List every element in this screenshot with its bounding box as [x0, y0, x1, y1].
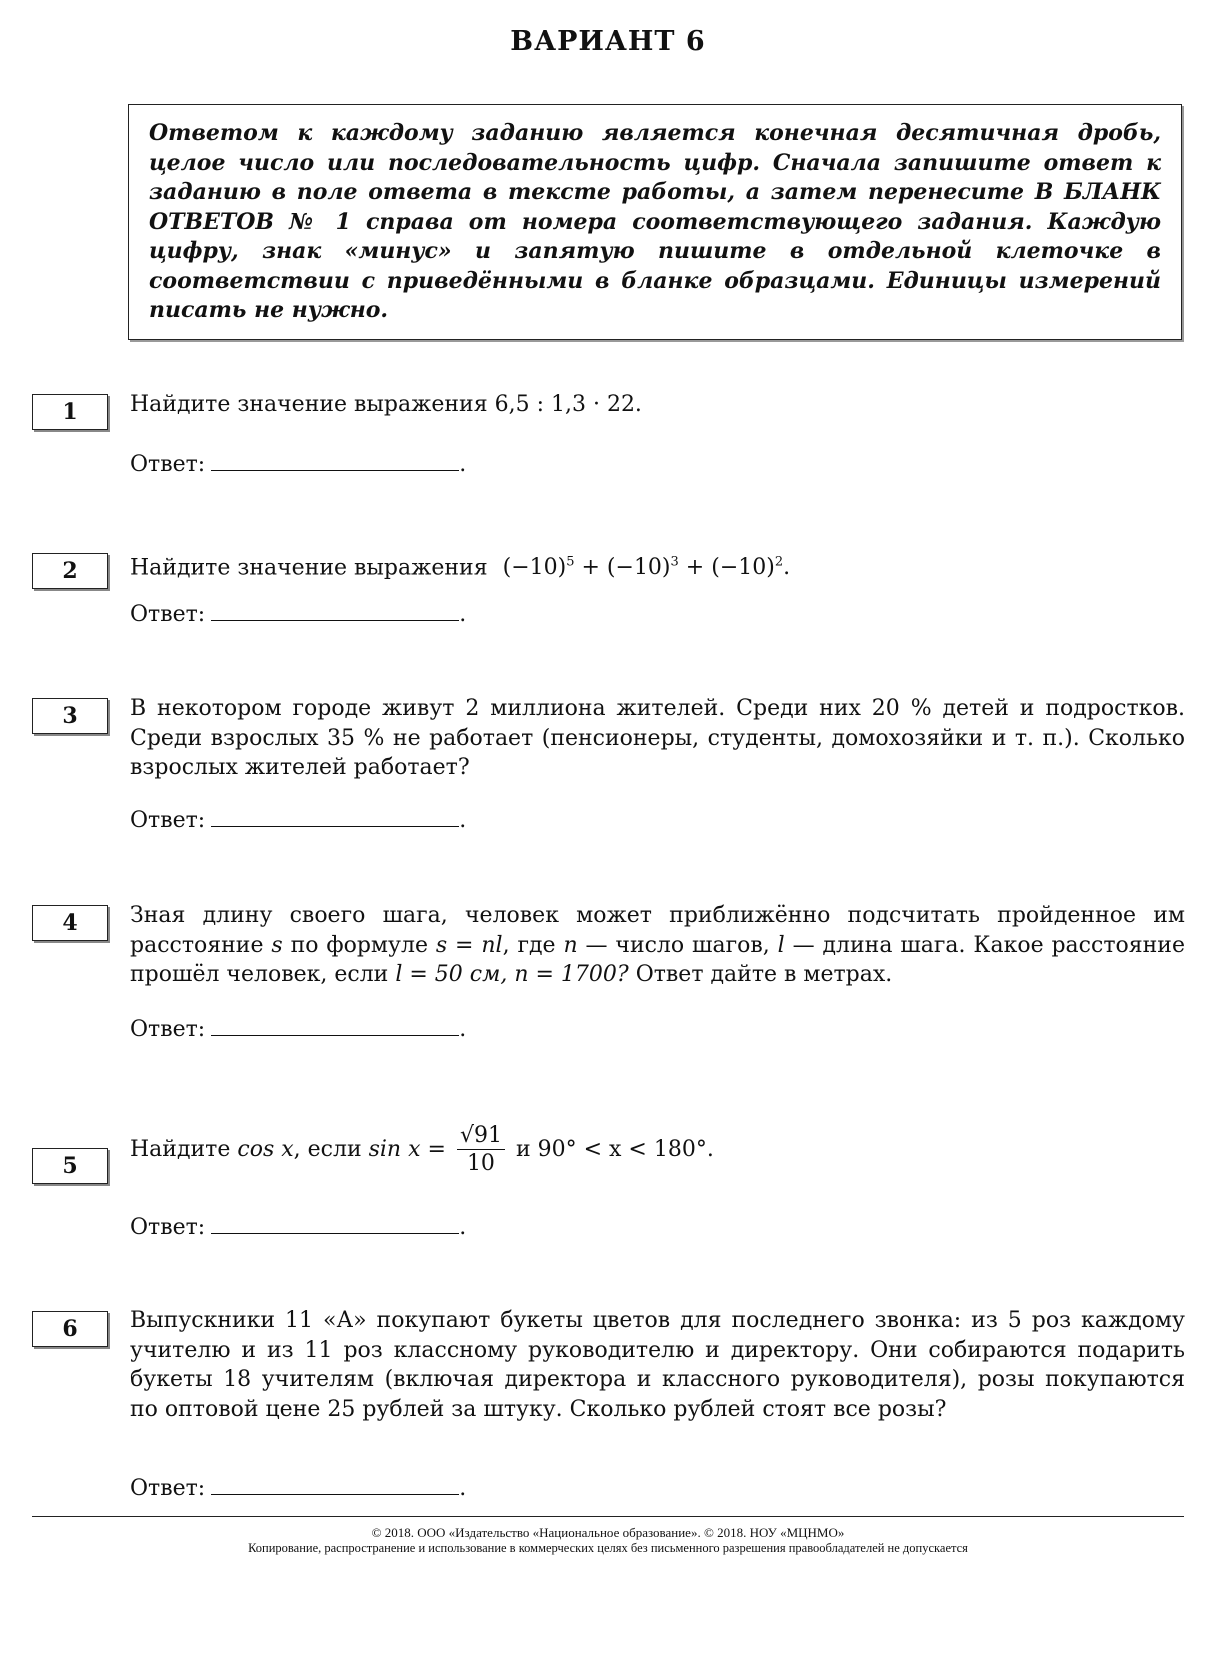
task-4-part: — число шагов,	[585, 932, 770, 958]
expr-base: (−10)	[606, 555, 671, 581]
footer-copyright: © 2018. ООО «Издательство «Национальное образование». © 2018. НОУ «МЦНМО»	[371, 1525, 845, 1540]
answer-label: Ответ:	[130, 452, 206, 477]
answer-field[interactable]	[211, 600, 459, 621]
answer-field[interactable]	[211, 1474, 459, 1495]
exp-2: 3	[670, 555, 679, 570]
task-2-expression: $(-10)^5 + (-10)^3 + (-10)^2$.	[502, 555, 791, 581]
task-1-answer: Ответ: .	[130, 452, 467, 477]
answer-label: Ответ:	[130, 1017, 206, 1042]
footer-notice: Копирование, распространение и использование в коммерческих целях без письменного разрешения правообладателей не допускается	[248, 1541, 968, 1555]
task-6-number: 6	[32, 1311, 108, 1347]
exp-3: 2	[774, 555, 784, 570]
task-2-text	[130, 548, 1185, 583]
cond-l: l = 50 см,	[395, 962, 508, 987]
expr-base: (−10)	[711, 555, 775, 581]
sin-x: sin x =	[368, 1137, 446, 1162]
task-5-part: Найдите	[130, 1137, 231, 1162]
task-4-part: — длина шага. Какое расстояние прошёл человек, если	[130, 932, 1185, 987]
expr-base: (−10)	[502, 555, 567, 581]
plus-sign: +	[685, 555, 705, 581]
task-1-number: 1	[32, 394, 108, 430]
answer-label: Ответ:	[130, 1476, 206, 1501]
task-4-part: по формуле	[290, 932, 428, 958]
task-2-number: 2	[32, 553, 108, 589]
answer-field[interactable]	[211, 806, 459, 827]
answer-field[interactable]	[211, 1015, 459, 1036]
task-4-answer: Ответ: .	[130, 1017, 467, 1042]
task-4-part: , где	[502, 932, 556, 958]
task-1-text: Найдите значение выражения 6,5 : 1,3 · 22.	[130, 392, 642, 417]
cos-x: cos x	[237, 1137, 294, 1162]
page-title: ВАРИАНТ 6	[510, 26, 706, 57]
task-5-answer: Ответ: .	[130, 1215, 467, 1240]
cond-n: n = 1700?	[514, 962, 629, 987]
task-3-number: 3	[32, 698, 108, 734]
var-s: s	[271, 932, 283, 958]
task-4-part: Зная длину своего шага, человек может приближённо подсчитать пройденное им расстояние	[130, 903, 1185, 958]
task-4-number: 4	[32, 905, 108, 941]
answer-field[interactable]	[211, 1213, 459, 1234]
task-2-answer: Ответ: .	[130, 602, 467, 627]
answer-label: Ответ:	[130, 602, 206, 627]
task-2-prefix: Найдите значение выражения	[130, 555, 488, 581]
fraction-numerator: √91	[457, 1125, 505, 1150]
task-3-text: В некотором городе живут 2 миллиона жителей. Среди них 20 % детей и подростков. Среди взрослых 35 % не работает (пенсионеры, студенты, домохозяйки и т. п.). Сколько взрослых жителей работает?	[130, 696, 1185, 780]
task-6-text: Выпускники 11 «А» покупают букеты цветов для последнего звонка: из 5 роз каждому учителю и из 11 роз классному руководителю и директору. Они собираются подарить букеты 18 учителям (включая директора и классного руководителя), розы покупаются по оптовой цене 25 рублей за штуку. Сколько рублей стоят все розы?	[130, 1308, 1185, 1422]
fraction	[457, 1125, 505, 1175]
task-4-part: Ответ дайте в метрах.	[635, 962, 893, 987]
answer-field[interactable]	[211, 450, 459, 471]
footer-divider	[32, 1516, 1184, 1517]
fraction-denominator: 10	[466, 1151, 495, 1176]
instructions-box: Ответом к каждому заданию является конечная десятичная дробь, целое число или последовательность цифр. Сначала запишите ответ к заданию в поле ответа в тексте работы, а затем перенесите В БЛАНК ОТВЕТОВ № 1 справа от номера соответствующего задания. Каждую цифру, знак «минус» и запятую пишите в отдельной клеточке в соответствии с приведёнными в бланке образцами. Единицы измерений писать не нужно.	[128, 104, 1182, 340]
answer-label: Ответ:	[130, 808, 206, 833]
task-5-part: и 90° < x < 180°.	[515, 1137, 714, 1162]
plus-sign: +	[581, 555, 600, 581]
formula: s = nl	[435, 932, 503, 958]
task-5-part: , если	[293, 1137, 362, 1162]
task-6-answer: Ответ: .	[130, 1476, 467, 1501]
task-3-answer: Ответ: .	[130, 808, 467, 833]
var-l: l	[777, 932, 785, 958]
task-5-number: 5	[32, 1148, 108, 1184]
var-n: n	[563, 932, 578, 958]
task-5-text	[130, 1125, 1185, 1175]
exp-1: 5	[566, 555, 575, 570]
task-4-text	[130, 901, 1185, 990]
answer-label: Ответ:	[130, 1215, 206, 1240]
